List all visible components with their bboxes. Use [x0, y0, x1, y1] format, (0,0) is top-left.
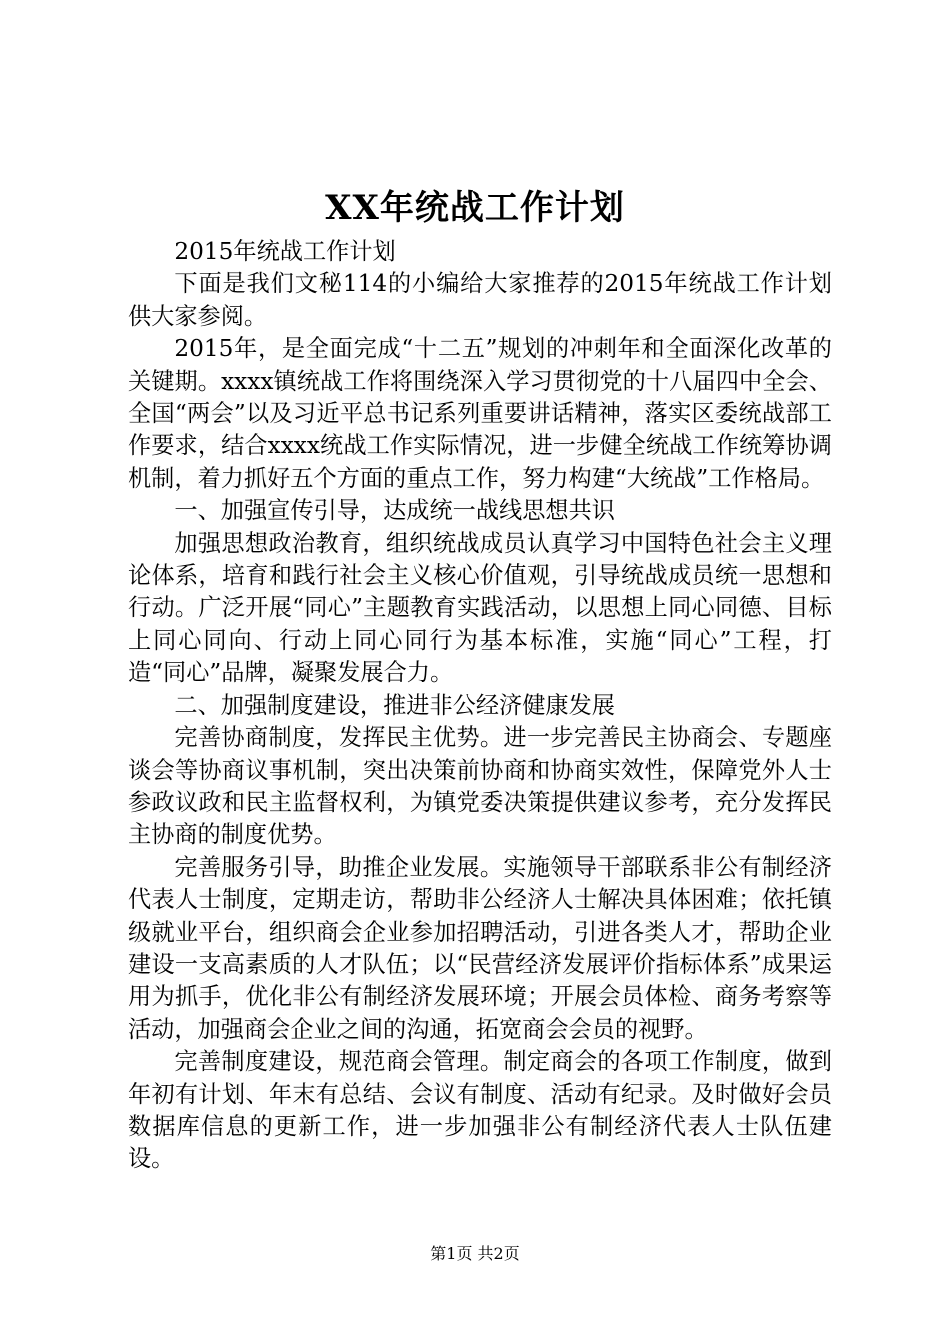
section-heading-1: 一、加强宣传引导，达成统一战线思想共识 — [174, 497, 615, 525]
document-body — [128, 236, 832, 1176]
section-heading-2: 二、加强制度建设，推进非公经济健康发展 — [174, 691, 615, 719]
document-title: XX年统战工作计划 — [325, 188, 625, 228]
page-footer: 第1页 共2页 — [430, 1244, 520, 1263]
paragraph-subtitle: 2015年统战工作计划 — [174, 238, 396, 265]
paragraph-section-1: 加强思想政治教育，组织统战成员认真学习中国特色社会主义理论体系，培育和践行社会主义核心价值观，引导统战成员统一思想和行动。广泛开展“同心”主题教育实践活动，以思想上同心同德、目标上同心同向、行动上同心同行为基本标准，实施“同心”工程，打造“同心”品牌，凝聚发展合力。 — [128, 529, 832, 687]
paragraph-overview: 2015年，是全面完成“十二五”规划的冲刺年和全面深化改革的关键期。xxxx镇统战工作将围绕深入学习贯彻党的十八届四中全会、全国“两会”以及习近平总书记系列重要讲话精神，落实区委统战部工作要求，结合xxxx统战工作实际情况，进一步健全统战工作统筹协调机制，着力抓好五个方面的重点工作，努力构建“大统战”工作格局。 — [128, 335, 832, 492]
paragraph-intro: 下面是我们文秘114的小编给大家推荐的2015年统战工作计划供大家参阅。 — [128, 270, 832, 330]
paragraph-consultation: 完善协商制度，发挥民主优势。进一步完善民主协商会、专题座谈会等协商议事机制，突出决策前协商和协商实效性，保障党外人士参政议政和民主监督权利，为镇党委决策提供建议参考，充分发挥民主协商的制度优势。 — [128, 724, 832, 849]
paragraph-system: 完善制度建设，规范商会管理。制定商会的各项工作制度，做到年初有计划、年末有总结、会议有制度、活动有纪录。及时做好会员数据库信息的更新工作，进一步加强非公有制经济代表人士队伍建设。 — [128, 1048, 832, 1173]
paragraph-service: 完善服务引导，助推企业发展。实施领导干部联系非公有制经济代表人士制度，定期走访，帮助非公经济人士解决具体困难；依托镇级就业平台，组织商会企业参加招聘活动，引进各类人才，帮助企业建设一支高素质的人才队伍；以“民营经济发展评价指标体系”成果运用为抓手，优化非公有制经济发展环境；开展会员体检、商务考察等活动，加强商会企业之间的沟通，拓宽商会会员的视野。 — [128, 853, 832, 1043]
